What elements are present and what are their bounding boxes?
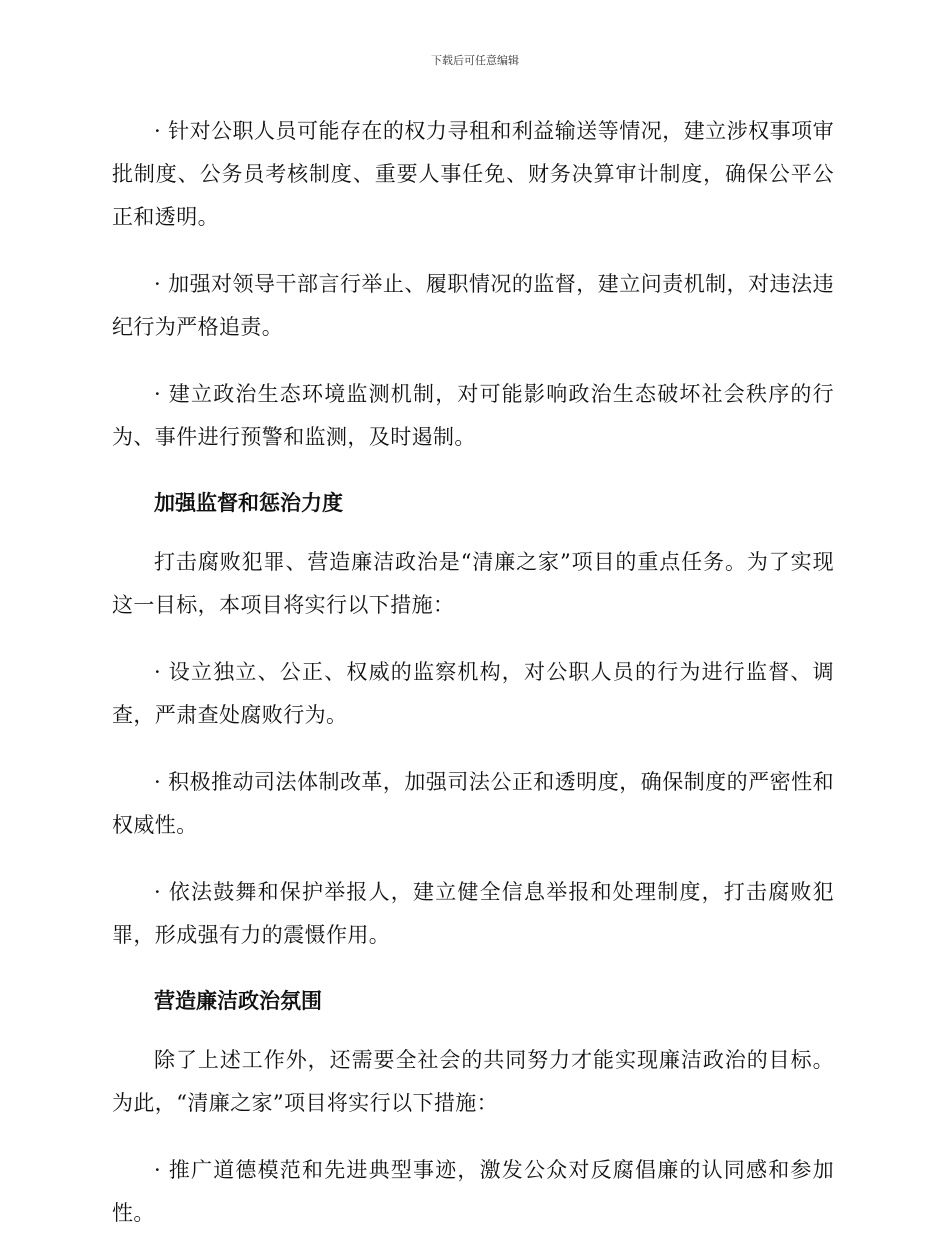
bullet-marker: · [154, 660, 162, 684]
paragraph-text: 推广道德模范和先进典型事迹，激发公众对反腐倡廉的认同感和参加性。 [112, 1158, 834, 1225]
paragraph-text: 积极推动司法体制改革，加强司法公正和透明度，确保制度的严密性和权威性。 [112, 770, 834, 837]
bullet-paragraph [112, 1149, 834, 1235]
bullet-paragraph [112, 761, 834, 847]
section-heading: 营造廉洁政治氛围 [154, 989, 322, 1013]
body-paragraph: 除了上述工作外，还需要全社会的共同努力才能实现廉洁政治的目标。为此，“清廉之家”项目将实行以下措施： [112, 1048, 834, 1115]
document-body [112, 110, 834, 1259]
bullet-paragraph [112, 110, 834, 239]
bullet-paragraph [112, 373, 834, 459]
bullet-marker: · [154, 880, 162, 904]
paragraph-text: 加强对领导干部言行举止、履职情况的监督，建立问责机制，对违法违纪行为严格追责。 [112, 272, 834, 339]
bullet-marker: · [154, 770, 162, 794]
bullet-marker: · [154, 272, 162, 296]
paragraph-text: 依法鼓舞和保护举报人，建立健全信息举报和处理制度，打击腐败犯罪，形成强有力的震慑作用。 [112, 880, 834, 947]
section-heading: 加强监督和惩治力度 [154, 491, 343, 515]
bullet-paragraph [112, 263, 834, 349]
bullet-paragraph [112, 871, 834, 957]
page-header-note: 下载后可任意编辑 [431, 54, 519, 67]
paragraph-text: 针对公职人员可能存在的权力寻租和利益输送等情况，建立涉权事项审批制度、公务员考核制度、重要人事任免、财务决算审计制度，确保公平公正和透明。 [112, 119, 834, 229]
bullet-marker: · [154, 119, 162, 143]
bullet-marker: · [154, 1158, 162, 1182]
bullet-paragraph [112, 651, 834, 737]
body-paragraph: 打击腐败犯罪、营造廉洁政治是“清廉之家”项目的重点任务。为了实现这一目标，本项目将实行以下措施： [112, 550, 834, 617]
bullet-marker: · [154, 382, 162, 406]
paragraph-text: 设立独立、公正、权威的监察机构，对公职人员的行为进行监督、调查，严肃查处腐败行为。 [112, 660, 834, 727]
paragraph-text: 建立政治生态环境监测机制，对可能影响政治生态破坏社会秩序的行为、事件进行预警和监测，及时遏制。 [112, 382, 834, 449]
